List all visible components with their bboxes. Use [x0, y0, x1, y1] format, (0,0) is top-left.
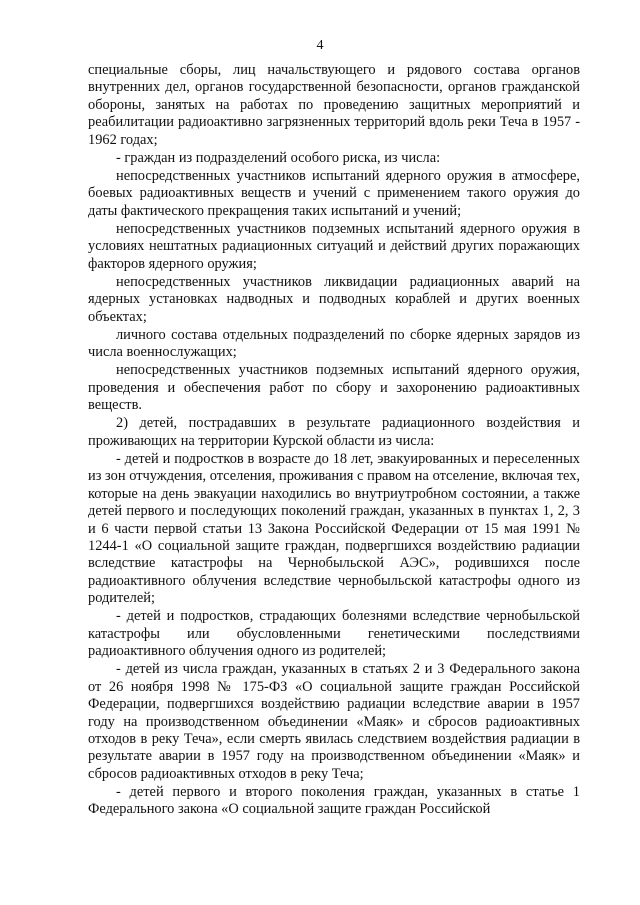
paragraph-atmospheric-tests: непосредственных участников испытаний ядерного оружия в атмосфере, боевых радиоактивных веществ и учений с применением такого оружия до даты фактического прекращения таких испытаний и учений; [88, 167, 580, 219]
page-number: 4 [316, 38, 324, 53]
paragraph-evacuated-children: - детей и подростков в возрасте до 18 лет, эвакуированных и переселенных из зон отчуждения, отселения, проживания с правом на отселение, включая тех, которые на день эвакуации находились во внутриутробном состоянии, а также детей первого и последующих поколений граждан, указанных в пунктах 1, 2, 3 и 6 части первой статьи 13 Закона Российской Федерации от 15 мая 1991 № 1244-1 «О социальной защите граждан, подвергшихся воздействию радиации вследствие катастрофы на Чернобыльской АЭС», родившихся после радиоактивного облучения вследствие чернобыльской катастрофы одного из родителей; [88, 450, 580, 607]
paragraph-assembly-units: личного состава отдельных подразделений по сборке ядерных зарядов из числа военнослужащих; [88, 326, 580, 361]
paragraph-accident-liquidation: непосредственных участников ликвидации радиационных аварий на ядерных установках надводных и подводных кораблей и других военных объектах; [88, 273, 580, 325]
paragraph-ill-children: - детей и подростков, страдающих болезнями вследствие чернобыльской катастрофы или обусловленными генетическими последствиями радиоактивного облучения одного из родителей; [88, 608, 580, 660]
paragraph-children-intro: 2) детей, пострадавших в результате радиационного воздействия и проживающих на территории Курской области из числа: [88, 415, 580, 449]
paragraph-special-risk: - граждан из подразделений особого риска, из числа: [116, 149, 441, 166]
paragraph-underground-tests: непосредственных участников подземных испытаний ядерного оружия в условиях нештатных радиационных ситуаций и действий других поражающих факторов ядерного оружия; [88, 220, 580, 272]
paragraph-continuation: специальные сборы, лиц начальствующего и рядового состава органов внутренних дел, органов государственной безопасности, органов гражданской обороны, занятых на работах по проведению защитных мероприятий и реабилитации радиоактивно загрязненных территорий вдоль реки Теча в 1957 - 1962 годах; [88, 62, 580, 148]
paragraph-generations-children: - детей первого и второго поколения граждан, указанных в статье 1 Федерального закона «О социальной защите граждан Российской [88, 783, 580, 818]
document-body [88, 62, 580, 819]
paragraph-underground-waste: непосредственных участников подземных испытаний ядерного оружия, проведения и обеспечения работ по сбору и захоронению радиоактивных веществ. [88, 362, 580, 414]
paragraph-mayak-children: - детей из числа граждан, указанных в статьях 2 и 3 Федерального закона от 26 ноября 1998 № 175-ФЗ «О социальной защите граждан Российской Федерации, подвергшихся воздействию радиации вследствие аварии в 1957 году на производственном объединении «Маяк» и сбросов радиоактивных отходов в реку Теча», если смерть явилась следствием воздействия радиации в результате аварии в 1957 году на производственном объединении «Маяк» и сбросов радиоактивных отходов в реку Теча; [88, 661, 580, 782]
